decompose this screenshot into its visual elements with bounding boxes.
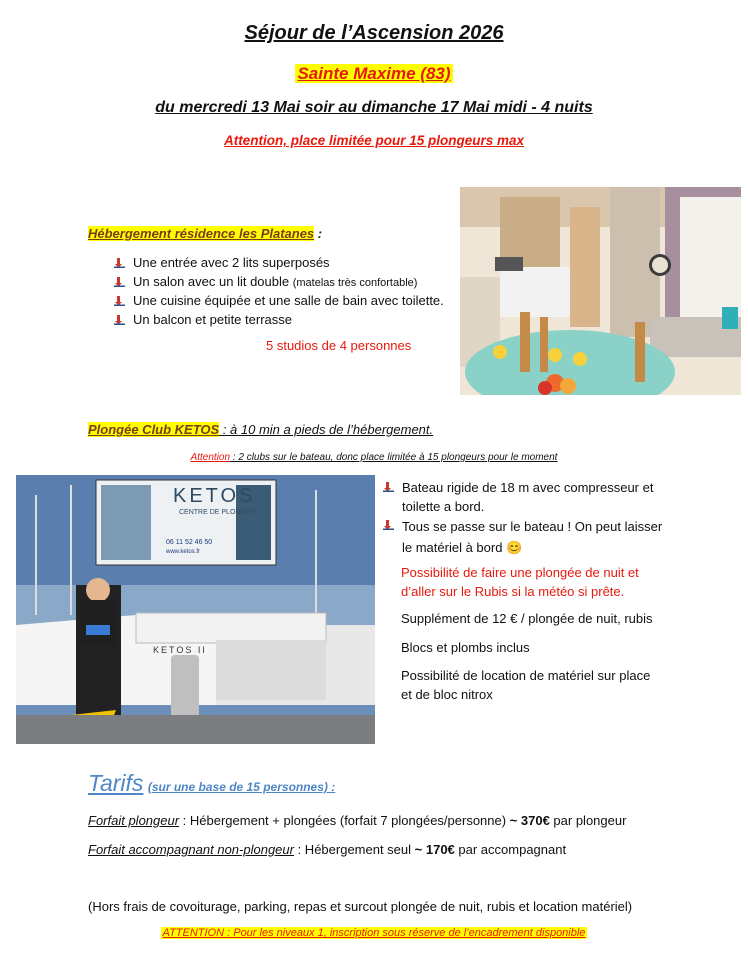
diving-item-text: Bateau rigide de 18 m avec compresseur et toilette a bord. — [402, 480, 654, 514]
apartment-photo — [460, 187, 741, 395]
location-heading — [0, 64, 748, 84]
diving-attention-text: : 2 clubs sur le bateau, donc place limitée à 15 plongeurs pour le moment — [230, 452, 558, 463]
diver-label: Forfait plongeur — [88, 813, 180, 828]
ketos-sign-phone: 06 11 52 46 50 — [166, 539, 213, 546]
tarifs-heading — [88, 770, 335, 797]
smiley-icon: 😊 — [506, 540, 523, 555]
studios-count: 5 studios de 4 personnes — [266, 338, 412, 353]
tarifs-title: Tarifs — [88, 770, 144, 796]
companion-label: Forfait accompagnant non-plongeur — [88, 842, 294, 857]
diving-attention — [0, 452, 748, 463]
diving-heading-suffix: : à 10 min a pieds de l’hébergement. — [219, 422, 434, 437]
boat-name: KETOS II — [153, 645, 207, 655]
ketos-photo — [16, 475, 375, 744]
page-title: Séjour de l’Ascension 2026 — [244, 22, 504, 44]
companion-suffix: par accompagnant — [454, 842, 567, 857]
diving-item-text: Tous se passe sur le bateau ! On peut laisser le matériel à bord — [402, 519, 663, 555]
lodging-heading-label: Hébergement résidence les Platanes — [88, 226, 315, 241]
blocks-text: Blocs et plombs inclus — [401, 640, 530, 655]
diving-attention-label: Attention — [190, 452, 231, 463]
ketos-sign-sub: CENTRE DE PLONGÉE — [179, 509, 256, 516]
lodging-list — [111, 254, 471, 330]
lodging-heading-suffix: : — [314, 226, 323, 241]
diver-price: ~ 370€ — [509, 813, 550, 828]
diving-heading-label: Plongée Club KETOS — [88, 422, 220, 437]
diving-item — [380, 516, 670, 558]
diving-heading — [88, 422, 433, 437]
arrow-bullet-icon — [114, 295, 125, 306]
diver-suffix: par plongeur — [549, 813, 627, 828]
bottom-warning-text: ATTENTION : Pour les niveaux 1, inscription sous réserve de l’encadrement disponible — [162, 927, 586, 939]
ketos-sign-name: KETOS — [173, 485, 256, 507]
diver-price-line — [88, 813, 626, 828]
arrow-bullet-icon — [114, 276, 125, 287]
lodging-item-text: Un salon avec un lit double — [133, 274, 293, 289]
arrow-bullet-icon — [114, 314, 125, 325]
lodging-item-text: Un balcon et petite terrasse — [133, 312, 292, 327]
lodging-item — [111, 292, 471, 311]
lodging-item-note: (matelas très confortable) — [292, 277, 418, 289]
lodging-item-text: Une entrée avec 2 lits superposés — [133, 255, 330, 270]
bottom-warning — [0, 927, 748, 939]
lodging-item — [111, 311, 471, 330]
rental-text: Possibilité de location de matériel sur place et de bloc nitrox — [401, 668, 651, 702]
companion-price-line — [88, 842, 566, 857]
lodging-heading — [88, 226, 322, 241]
supplement-text: Supplément de 12 € / plongée de nuit, rubis — [401, 611, 653, 626]
diving-item — [380, 478, 670, 516]
tarifs-subtitle: (sur une base de 15 personnes) : — [147, 780, 336, 794]
lodging-item — [111, 273, 471, 292]
excluded-costs: (Hors frais de covoiturage, parking, repas et surcout plongée de nuit, rubis et location matériel) — [88, 899, 633, 914]
lodging-item-text: Une cuisine équipée et une salle de bain avec toilette. — [133, 293, 444, 308]
night-dive-text: Possibilité de faire une plongée de nuit et d’aller sur le Rubis si la météo si prête. — [401, 565, 639, 599]
lodging-item — [111, 254, 471, 273]
ketos-sign-web: www.ketos.fr — [166, 549, 201, 555]
arrow-bullet-icon — [383, 481, 394, 492]
arrow-bullet-icon — [383, 519, 394, 530]
diving-list — [380, 478, 670, 558]
companion-text: : Hébergement seul — [293, 842, 415, 857]
capacity-warning: Attention, place limitée pour 15 plongeurs max — [223, 133, 525, 148]
diver-text: : Hébergement + plongées (forfait 7 plongées/personne) — [179, 813, 510, 828]
dates-heading: du mercredi 13 Mai soir au dimanche 17 Mai midi - 4 nuits — [155, 99, 593, 116]
arrow-bullet-icon — [114, 257, 125, 268]
location-text: Sainte Maxime (83) — [297, 64, 451, 83]
companion-price: ~ 170€ — [414, 842, 455, 857]
apartment-illustration — [460, 187, 741, 395]
